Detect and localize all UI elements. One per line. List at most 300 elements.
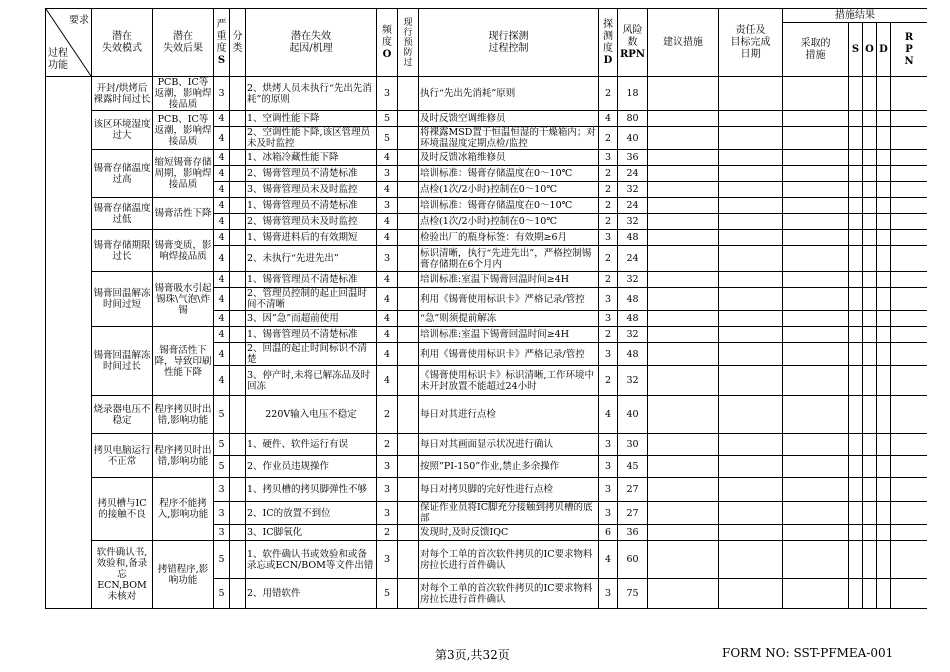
- classification-cell: [230, 246, 246, 272]
- pfmea-table: [45, 8, 927, 609]
- prevention-cell: [398, 214, 419, 230]
- rpn-result-cell: [891, 343, 928, 366]
- classification-cell: [230, 525, 246, 541]
- responsibility-cell: [719, 434, 783, 456]
- rpn-cell: 32: [618, 182, 648, 198]
- prevention-cell: [398, 127, 419, 150]
- prevention-cell: [398, 343, 419, 366]
- o-result-cell: [863, 288, 877, 311]
- table-row: [46, 230, 928, 246]
- actions-taken-cell: [783, 150, 849, 166]
- recommended-cell: [648, 434, 719, 456]
- d-result-cell: [877, 166, 891, 182]
- header-recommended: 建议措施: [648, 9, 719, 77]
- detection-control-cell: 对每个工单的首次软件拷贝的IC要求物料房拉长进行首件确认: [419, 579, 599, 609]
- d-result-cell: [877, 366, 891, 396]
- recommended-cell: [648, 214, 719, 230]
- actions-taken-cell: [783, 288, 849, 311]
- detection-control-cell: 利用《锡膏使用标识卡》严格记录/管控: [419, 343, 599, 366]
- severity-cell: 4: [214, 272, 230, 288]
- rpn-cell: 32: [618, 214, 648, 230]
- detection-control-cell: 按照”PI-150”作业,禁止多余操作: [419, 456, 599, 478]
- responsibility-cell: [719, 111, 783, 127]
- responsibility-cell: [719, 502, 783, 525]
- responsibility-cell: [719, 456, 783, 478]
- s-result-cell: [849, 579, 863, 609]
- responsibility-cell: [719, 343, 783, 366]
- detection-control-cell: 及时反馈空调维修员: [419, 111, 599, 127]
- detection-control-cell: 点检(1次/2小时)控制在0～10℃: [419, 182, 599, 198]
- cause-cell: 1、硬件、软件运行有误: [246, 434, 377, 456]
- responsibility-cell: [719, 396, 783, 434]
- severity-cell: 4: [214, 311, 230, 327]
- responsibility-cell: [719, 311, 783, 327]
- cause-cell: 2、锡膏管理员不清楚标准: [246, 166, 377, 182]
- detection-control-cell: 利用《锡膏使用标识卡》严格记录/管控: [419, 288, 599, 311]
- severity-cell: 4: [214, 182, 230, 198]
- prevention-cell: [398, 541, 419, 579]
- actions-taken-cell: [783, 396, 849, 434]
- d-result-cell: [877, 327, 891, 343]
- o-result-cell: [863, 214, 877, 230]
- classification-cell: [230, 288, 246, 311]
- occurrence-cell: 4: [377, 343, 398, 366]
- prevention-cell: [398, 288, 419, 311]
- occurrence-cell: 3: [377, 246, 398, 272]
- cause-cell: 3、因”急”而超前使用: [246, 311, 377, 327]
- o-result-cell: [863, 541, 877, 579]
- o-result-cell: [863, 182, 877, 198]
- table-row: [46, 434, 928, 456]
- table-row: [46, 111, 928, 127]
- classification-cell: [230, 198, 246, 214]
- detection-control-cell: 每日对拷贝脚的完好性进行点检: [419, 478, 599, 502]
- severity-cell: 4: [214, 111, 230, 127]
- prevention-cell: [398, 182, 419, 198]
- severity-cell: 4: [214, 166, 230, 182]
- failure-mode-cell: 锡膏回温解冻时间过长: [92, 327, 153, 396]
- detection-cell: 2: [599, 127, 618, 150]
- s-result-cell: [849, 77, 863, 111]
- failure-effect-cell: 锡膏活性下降，导致印刷性能下降: [153, 327, 214, 396]
- rpn-result-cell: [891, 288, 928, 311]
- classification-cell: [230, 182, 246, 198]
- cause-cell: 220V输入电压不稳定: [246, 396, 377, 434]
- actions-taken-cell: [783, 343, 849, 366]
- occurrence-cell: 4: [377, 311, 398, 327]
- header-failure-effect: 潜在 失效后果: [153, 9, 214, 77]
- rpn-cell: 40: [618, 396, 648, 434]
- actions-taken-cell: [783, 327, 849, 343]
- o-result-cell: [863, 77, 877, 111]
- classification-cell: [230, 230, 246, 246]
- detection-cell: 4: [599, 111, 618, 127]
- s-result-cell: [849, 198, 863, 214]
- s-result-cell: [849, 366, 863, 396]
- recommended-cell: [648, 579, 719, 609]
- occurrence-cell: 4: [377, 272, 398, 288]
- detection-cell: 3: [599, 288, 618, 311]
- process-function-cell: [46, 77, 92, 609]
- s-result-cell: [849, 541, 863, 579]
- severity-cell: 3: [214, 77, 230, 111]
- occurrence-cell: 3: [377, 166, 398, 182]
- o-result-cell: [863, 272, 877, 288]
- header-process-function: 过程 功能: [48, 48, 68, 71]
- o-result-cell: [863, 366, 877, 396]
- detection-control-cell: 《锡膏使用标识卡》标识清晰,工作环境中未开封放置不能超过24小时: [419, 366, 599, 396]
- actions-taken-cell: [783, 77, 849, 111]
- occurrence-cell: 3: [377, 541, 398, 579]
- prevention-cell: [398, 579, 419, 609]
- rpn-cell: 32: [618, 327, 648, 343]
- detection-cell: 2: [599, 77, 618, 111]
- header-s: S: [849, 23, 863, 77]
- rpn-cell: 40: [618, 127, 648, 150]
- actions-taken-cell: [783, 366, 849, 396]
- rpn-result-cell: [891, 396, 928, 434]
- detection-cell: 3: [599, 150, 618, 166]
- cause-cell: 2、锡膏管理员未及时监控: [246, 214, 377, 230]
- occurrence-cell: 5: [377, 127, 398, 150]
- cause-cell: 1、空调性能下降: [246, 111, 377, 127]
- cause-cell: 2、IC的放置不到位: [246, 502, 377, 525]
- detection-control-cell: 培训标准:室温下锡膏回温时间≥4H: [419, 327, 599, 343]
- prevention-cell: [398, 150, 419, 166]
- rpn-cell: 48: [618, 288, 648, 311]
- detection-cell: 2: [599, 198, 618, 214]
- o-result-cell: [863, 327, 877, 343]
- cause-cell: 3、IC脚氧化: [246, 525, 377, 541]
- d-result-cell: [877, 272, 891, 288]
- detection-cell: 4: [599, 396, 618, 434]
- actions-taken-cell: [783, 525, 849, 541]
- table-row: [46, 327, 928, 343]
- o-result-cell: [863, 579, 877, 609]
- classification-cell: [230, 541, 246, 579]
- cause-cell: 2、用错软件: [246, 579, 377, 609]
- prevention-cell: [398, 327, 419, 343]
- s-result-cell: [849, 311, 863, 327]
- rpn-result-cell: [891, 478, 928, 502]
- severity-cell: 4: [214, 343, 230, 366]
- s-result-cell: [849, 272, 863, 288]
- header-prevention: 现 行 预 防 过: [398, 9, 419, 77]
- failure-effect-cell: 程序不能拷入,影响功能: [153, 478, 214, 541]
- detection-cell: 2: [599, 214, 618, 230]
- cause-cell: 2、烘烤人员未执行“先出先消耗”的原则: [246, 77, 377, 111]
- failure-mode-cell: 软件确认书,效验和,备录忘ECN,BOM未核对: [92, 541, 153, 609]
- occurrence-cell: 2: [377, 525, 398, 541]
- prevention-cell: [398, 166, 419, 182]
- classification-cell: [230, 478, 246, 502]
- s-result-cell: [849, 343, 863, 366]
- rpn-result-cell: [891, 166, 928, 182]
- o-result-cell: [863, 246, 877, 272]
- s-result-cell: [849, 111, 863, 127]
- recommended-cell: [648, 77, 719, 111]
- failure-mode-cell: 锡膏存储温度过高: [92, 150, 153, 198]
- rpn-cell: 80: [618, 111, 648, 127]
- responsibility-cell: [719, 478, 783, 502]
- d-result-cell: [877, 246, 891, 272]
- recommended-cell: [648, 541, 719, 579]
- prevention-cell: [398, 111, 419, 127]
- s-result-cell: [849, 127, 863, 150]
- d-result-cell: [877, 127, 891, 150]
- severity-cell: 3: [214, 525, 230, 541]
- d-result-cell: [877, 579, 891, 609]
- severity-cell: 4: [214, 288, 230, 311]
- s-result-cell: [849, 230, 863, 246]
- responsibility-cell: [719, 198, 783, 214]
- s-result-cell: [849, 182, 863, 198]
- classification-cell: [230, 502, 246, 525]
- header-responsibility: 责任及 目标完成 日期: [719, 9, 783, 77]
- rpn-result-cell: [891, 272, 928, 288]
- detection-control-cell: 及时反馈冰箱维修员: [419, 150, 599, 166]
- actions-taken-cell: [783, 166, 849, 182]
- table-row: [46, 478, 928, 502]
- detection-control-cell: 对每个工单的首次软件拷贝的IC要求物料房拉长进行首件确认: [419, 541, 599, 579]
- cause-cell: 3、锡膏管理员未及时监控: [246, 182, 377, 198]
- o-result-cell: [863, 150, 877, 166]
- detection-cell: 4: [599, 541, 618, 579]
- detection-cell: 6: [599, 525, 618, 541]
- occurrence-cell: 3: [377, 77, 398, 111]
- occurrence-cell: 4: [377, 182, 398, 198]
- failure-mode-cell: 该区环境湿度过大: [92, 111, 153, 150]
- cause-cell: 2、空调性能下降,该区管理员未及时监控: [246, 127, 377, 150]
- rpn-result-cell: [891, 311, 928, 327]
- cause-cell: 1、锡膏管理员不清楚标准: [246, 198, 377, 214]
- severity-cell: 5: [214, 396, 230, 434]
- d-result-cell: [877, 111, 891, 127]
- rpn-cell: 48: [618, 311, 648, 327]
- rpn-result-cell: [891, 246, 928, 272]
- detection-control-cell: 发现时,及时反馈IQC: [419, 525, 599, 541]
- failure-effect-cell: PCB、IC等返潮，影响焊接品质: [154, 77, 212, 110]
- rpn-cell: 18: [618, 77, 648, 111]
- cause-cell: 1、锡膏管理员不清楚标准: [246, 272, 377, 288]
- classification-cell: [230, 366, 246, 396]
- table-row: [46, 198, 928, 214]
- severity-cell: 4: [214, 214, 230, 230]
- rpn-cell: 32: [618, 272, 648, 288]
- occurrence-cell: 4: [377, 150, 398, 166]
- cause-cell: 1、拷贝槽的拷贝脚弹性不够: [246, 478, 377, 502]
- o-result-cell: [863, 127, 877, 150]
- failure-mode-cell: 锡膏存储温度过低: [92, 198, 153, 230]
- responsibility-cell: [719, 230, 783, 246]
- rpn-cell: 48: [618, 230, 648, 246]
- detection-control-cell: 每日对其画面显示状况进行确认: [419, 434, 599, 456]
- rpn-result-cell: [891, 214, 928, 230]
- d-result-cell: [877, 525, 891, 541]
- header-occurrence: 频 度 O: [377, 9, 398, 77]
- d-result-cell: [877, 478, 891, 502]
- o-result-cell: [863, 111, 877, 127]
- severity-cell: 5: [214, 541, 230, 579]
- rpn-cell: 24: [618, 198, 648, 214]
- occurrence-cell: 3: [377, 502, 398, 525]
- d-result-cell: [877, 396, 891, 434]
- severity-cell: 5: [214, 434, 230, 456]
- detection-cell: 3: [599, 579, 618, 609]
- detection-control-cell: 每日对其进行点检: [419, 396, 599, 434]
- d-result-cell: [877, 198, 891, 214]
- occurrence-cell: 3: [377, 478, 398, 502]
- classification-cell: [230, 327, 246, 343]
- header-rpn-result: R P N: [891, 23, 928, 77]
- actions-taken-cell: [783, 541, 849, 579]
- o-result-cell: [863, 525, 877, 541]
- rpn-cell: 27: [618, 502, 648, 525]
- cause-cell: 3、停产时,未将已解冻品及时回冻: [246, 366, 377, 396]
- prevention-cell: [398, 77, 419, 111]
- recommended-cell: [648, 327, 719, 343]
- recommended-cell: [648, 182, 719, 198]
- detection-control-cell: 培训标准：锡膏存储温度在0～10℃: [419, 166, 599, 182]
- s-result-cell: [849, 327, 863, 343]
- o-result-cell: [863, 311, 877, 327]
- classification-cell: [230, 150, 246, 166]
- classification-cell: [230, 127, 246, 150]
- responsibility-cell: [719, 127, 783, 150]
- recommended-cell: [648, 456, 719, 478]
- cause-cell: 1、锡膏管理员不清楚标准: [246, 327, 377, 343]
- header-d: D: [877, 23, 891, 77]
- page-number: 第3页,共32页: [435, 648, 510, 662]
- o-result-cell: [863, 456, 877, 478]
- d-result-cell: [877, 214, 891, 230]
- severity-cell: 4: [214, 327, 230, 343]
- detection-cell: 3: [599, 502, 618, 525]
- severity-cell: 4: [214, 366, 230, 396]
- detection-control-cell: 检验出厂的瓶身标签：有效期≥6月: [419, 230, 599, 246]
- s-result-cell: [849, 150, 863, 166]
- d-result-cell: [877, 288, 891, 311]
- s-result-cell: [849, 166, 863, 182]
- actions-taken-cell: [783, 111, 849, 127]
- actions-taken-cell: [783, 214, 849, 230]
- prevention-cell: [398, 198, 419, 214]
- occurrence-cell: 2: [377, 396, 398, 434]
- responsibility-cell: [719, 541, 783, 579]
- prevention-cell: [398, 311, 419, 327]
- o-result-cell: [863, 198, 877, 214]
- recommended-cell: [648, 502, 719, 525]
- occurrence-cell: 4: [377, 288, 398, 311]
- detection-cell: 3: [599, 343, 618, 366]
- o-result-cell: [863, 343, 877, 366]
- failure-effect-cell: 锡膏变质，影响焊接品质: [153, 230, 214, 272]
- occurrence-cell: 3: [377, 198, 398, 214]
- table-row: [46, 77, 928, 111]
- header-actions-taken: 采取的 措施: [783, 23, 849, 77]
- occurrence-cell: 4: [377, 366, 398, 396]
- rpn-cell: 75: [618, 579, 648, 609]
- failure-mode-cell: 拷贝电脑运行不正常: [92, 434, 153, 478]
- responsibility-cell: [719, 327, 783, 343]
- o-result-cell: [863, 434, 877, 456]
- prevention-cell: [398, 502, 419, 525]
- rpn-result-cell: [891, 525, 928, 541]
- pfmea-body: [46, 77, 928, 609]
- failure-mode-cell: 拷贝槽与IC的接触不良: [92, 478, 153, 541]
- classification-cell: [230, 579, 246, 609]
- prevention-cell: [398, 396, 419, 434]
- s-result-cell: [849, 288, 863, 311]
- detection-cell: 2: [599, 366, 618, 396]
- cause-cell: 2、未执行“先进先出”: [246, 246, 377, 272]
- failure-effect-cell: 程序拷贝时出错,影响功能: [153, 396, 214, 434]
- detection-control-cell: 执行“先出先消耗”原则: [419, 77, 599, 111]
- rpn-cell: 24: [618, 246, 648, 272]
- prevention-cell: [398, 230, 419, 246]
- cause-cell: 2、回温的起止时间标识不清楚: [246, 343, 377, 366]
- recommended-cell: [648, 311, 719, 327]
- actions-taken-cell: [783, 246, 849, 272]
- responsibility-cell: [719, 150, 783, 166]
- recommended-cell: [648, 525, 719, 541]
- actions-taken-cell: [783, 311, 849, 327]
- rpn-cell: 60: [618, 541, 648, 579]
- d-result-cell: [877, 182, 891, 198]
- cause-cell: 1、冰箱冷藏性能下降: [246, 150, 377, 166]
- rpn-result-cell: [891, 127, 928, 150]
- failure-effect-cell: 缩短锡膏存储周期，影响焊接品质: [153, 150, 214, 198]
- severity-cell: 4: [214, 198, 230, 214]
- header-classification: 分 类: [230, 9, 246, 77]
- detection-cell: 3: [599, 434, 618, 456]
- header-rpn: 风险 数 RPN: [618, 9, 648, 77]
- rpn-cell: 36: [618, 525, 648, 541]
- responsibility-cell: [719, 214, 783, 230]
- detection-control-cell: 培训标准：锡膏存储温度在0～10℃: [419, 198, 599, 214]
- severity-cell: 4: [214, 150, 230, 166]
- o-result-cell: [863, 502, 877, 525]
- detection-cell: 3: [599, 230, 618, 246]
- detection-cell: 2: [599, 166, 618, 182]
- detection-cell: 3: [599, 456, 618, 478]
- prevention-cell: [398, 525, 419, 541]
- recommended-cell: [648, 150, 719, 166]
- failure-mode-cell: 烧录器电压不稳定: [92, 396, 153, 434]
- classification-cell: [230, 272, 246, 288]
- severity-cell: 5: [214, 456, 230, 478]
- failure-mode-cell: 锡膏存储期限过长: [92, 230, 153, 272]
- s-result-cell: [849, 434, 863, 456]
- detection-control-cell: 标识清晰，执行“先进先出”，严格控制锡膏存储期在6个月内: [419, 246, 599, 272]
- rpn-result-cell: [891, 502, 928, 525]
- header-severity: 严 重 度 S: [214, 9, 230, 77]
- prevention-cell: [398, 478, 419, 502]
- header-detection: 探 测 度 D: [599, 9, 618, 77]
- o-result-cell: [863, 230, 877, 246]
- rpn-result-cell: [891, 434, 928, 456]
- actions-taken-cell: [783, 127, 849, 150]
- header-diagonal-cell: [46, 9, 92, 77]
- severity-cell: 4: [214, 230, 230, 246]
- header-failure-mode: 潜在 失效模式: [92, 9, 153, 77]
- detection-cell: 3: [599, 311, 618, 327]
- d-result-cell: [877, 343, 891, 366]
- actions-taken-cell: [783, 478, 849, 502]
- d-result-cell: [877, 150, 891, 166]
- responsibility-cell: [719, 366, 783, 396]
- rpn-result-cell: [891, 579, 928, 609]
